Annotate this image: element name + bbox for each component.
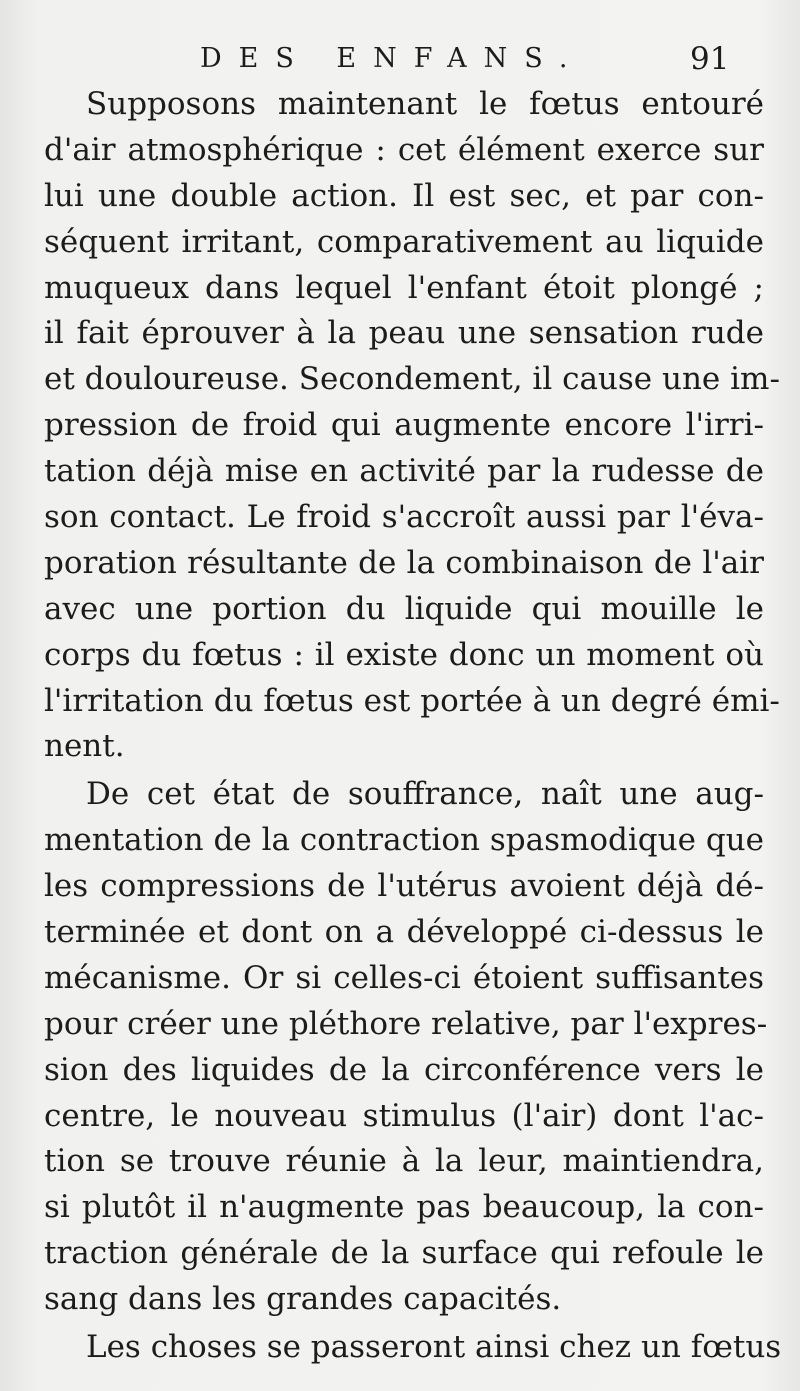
text-line: d'air atmosphérique : cet élément exerce sur [44,131,764,168]
text-line: corps du fœtus : il existe donc un moment où [44,636,764,673]
text-line: l'irritation du fœtus est portée à un degré émi- [44,682,780,719]
paragraph-1 [44,82,780,770]
running-title: DES ENFANS. [200,43,585,74]
text-line: Supposons maintenant le fœtus entouré [86,86,764,122]
text-line: sang dans les grandes capacités. [44,1281,562,1318]
body-text [44,82,782,1371]
text-line: pour créer une pléthore relative, par l'expres- [44,1005,768,1042]
text-line: muqueux dans lequel l'enfant étoit plongé ; [44,269,764,306]
text-line: mécanisme. Or si celles-ci étoient suffisantes [44,959,764,996]
text-line: nent. [44,728,125,765]
text-line: centre, le nouveau stimulus (l'air) dont l'ac- [44,1097,764,1134]
text-line: les compressions de l'utérus avoient déjà dé- [44,868,764,905]
text-line: lui une double action. Il est sec, et par con- [44,177,764,214]
text-line: traction générale de la surface qui refoule le [44,1235,764,1272]
paragraph-2 [44,772,768,1323]
text-line: mentation de la contraction spasmodique que [44,822,764,859]
text-line: avec une portion du liquide qui mouille le [44,590,764,627]
text-line: séquent irritant, comparativement au liquide [44,223,764,260]
text-line: si plutôt il n'augmente pas beaucoup, la con- [44,1189,764,1226]
text-line: terminée et dont on a développé ci-dessus le [44,914,764,951]
text-line: tion se trouve réunie à la leur, maintiendra, [44,1143,764,1180]
text-line: poration résultante de la combinaison de l'air [44,544,764,581]
text-line: De cet état de souffrance, naît une aug- [86,776,764,813]
page-header [0,34,800,84]
text-line: son contact. Le froid s'accroît aussi par l'éva- [44,499,764,536]
text-line: il fait éprouver à la peau une sensation rude [44,315,764,352]
text-line: pression de froid qui augmente encore l'irri- [44,407,764,444]
paragraph-3 [44,1325,782,1371]
page-number: 91 [690,41,730,77]
text-line: sion des liquides de la circonférence vers le [44,1051,764,1088]
text-line: et douloureuse. Secondement, il cause une im- [44,361,780,398]
text-line: tation déjà mise en activité par la rudesse de [44,453,764,490]
text-line: Les choses se passeront ainsi chez un fœtus [86,1329,782,1366]
